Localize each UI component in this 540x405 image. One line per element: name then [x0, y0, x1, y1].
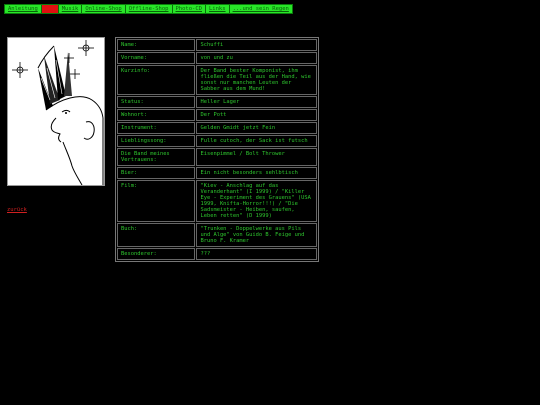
- row-label: Name:: [117, 39, 195, 51]
- table-row: [117, 122, 317, 134]
- table-row: [117, 135, 317, 147]
- row-value: von und zu: [196, 52, 317, 64]
- table-row: [117, 52, 317, 64]
- row-label: Buch:: [117, 223, 195, 247]
- table-row: [117, 180, 317, 222]
- top-navigation: [4, 4, 293, 14]
- table-row: [117, 148, 317, 166]
- table-row: [117, 65, 317, 95]
- row-value: Ein nicht besonders sehlbtisch: [196, 167, 317, 179]
- row-label: Vorname:: [117, 52, 195, 64]
- row-value: Der Band bester Komponist, ihm fließen die Teil aus der Hand, wie sonst nur manchen Leuten der Sabber aus dem Mund!: [196, 65, 317, 95]
- portrait-sketch-icon: [8, 38, 104, 185]
- row-label: Status:: [117, 96, 195, 108]
- row-value: Eisenpimmel / Bolt Thrower: [196, 148, 317, 166]
- nav-ich[interactable]: Ich: [42, 5, 58, 13]
- nav-offline-shop[interactable]: Offline-Shop: [126, 5, 172, 13]
- nav-anleitung[interactable]: Anleitung: [5, 5, 41, 13]
- row-label: Besonderer:: [117, 248, 195, 260]
- table-row: [117, 167, 317, 179]
- back-link[interactable]: zurück: [7, 207, 27, 213]
- row-label: Die Band meines Vertrauens:: [117, 148, 195, 166]
- row-label: Film:: [117, 180, 195, 222]
- row-value: Gelden Gmidt jetzt Fein: [196, 122, 317, 134]
- table-row: [117, 39, 317, 51]
- nav-photo-cd[interactable]: Photo-CD: [173, 5, 206, 13]
- table-row: [117, 223, 317, 247]
- row-label: Wohnort:: [117, 109, 195, 121]
- row-label: Kurzinfo:: [117, 65, 195, 95]
- row-value: Heller Lager: [196, 96, 317, 108]
- row-value: "Trunken - Doppelwerke aus Pils und Alge" von Guido B. Feige und Bruno F. Kramer: [196, 223, 317, 247]
- row-value: "Kiev - Anschlag auf das Veranderhant" (I 1999) / "Killer Eye - Experiment des Grauens" (USA 1999, Knifta-Horror!!!) / "Die Sadsmeister - Heiben, saufen, Leben retten" (D 1999): [196, 180, 317, 222]
- row-label: Lieblingssong:: [117, 135, 195, 147]
- row-label: Bier:: [117, 167, 195, 179]
- row-value: ???: [196, 248, 317, 260]
- row-value: Der Pott: [196, 109, 317, 121]
- table-row: [117, 248, 317, 260]
- table-row: [117, 96, 317, 108]
- nav-links[interactable]: Links: [206, 5, 229, 13]
- profile-table: [115, 37, 319, 262]
- nav-online-shop[interactable]: Online-Shop: [82, 5, 124, 13]
- table-row: [117, 109, 317, 121]
- row-label: Instrument:: [117, 122, 195, 134]
- portrait-drawing: [7, 37, 105, 186]
- nav-und-sein-regen[interactable]: ...und sein Regen: [230, 5, 292, 13]
- row-value: Fulle cutoch, der Sack ist futsch: [196, 135, 317, 147]
- nav-musik[interactable]: Musik: [59, 5, 82, 13]
- row-value: Schuffi: [196, 39, 317, 51]
